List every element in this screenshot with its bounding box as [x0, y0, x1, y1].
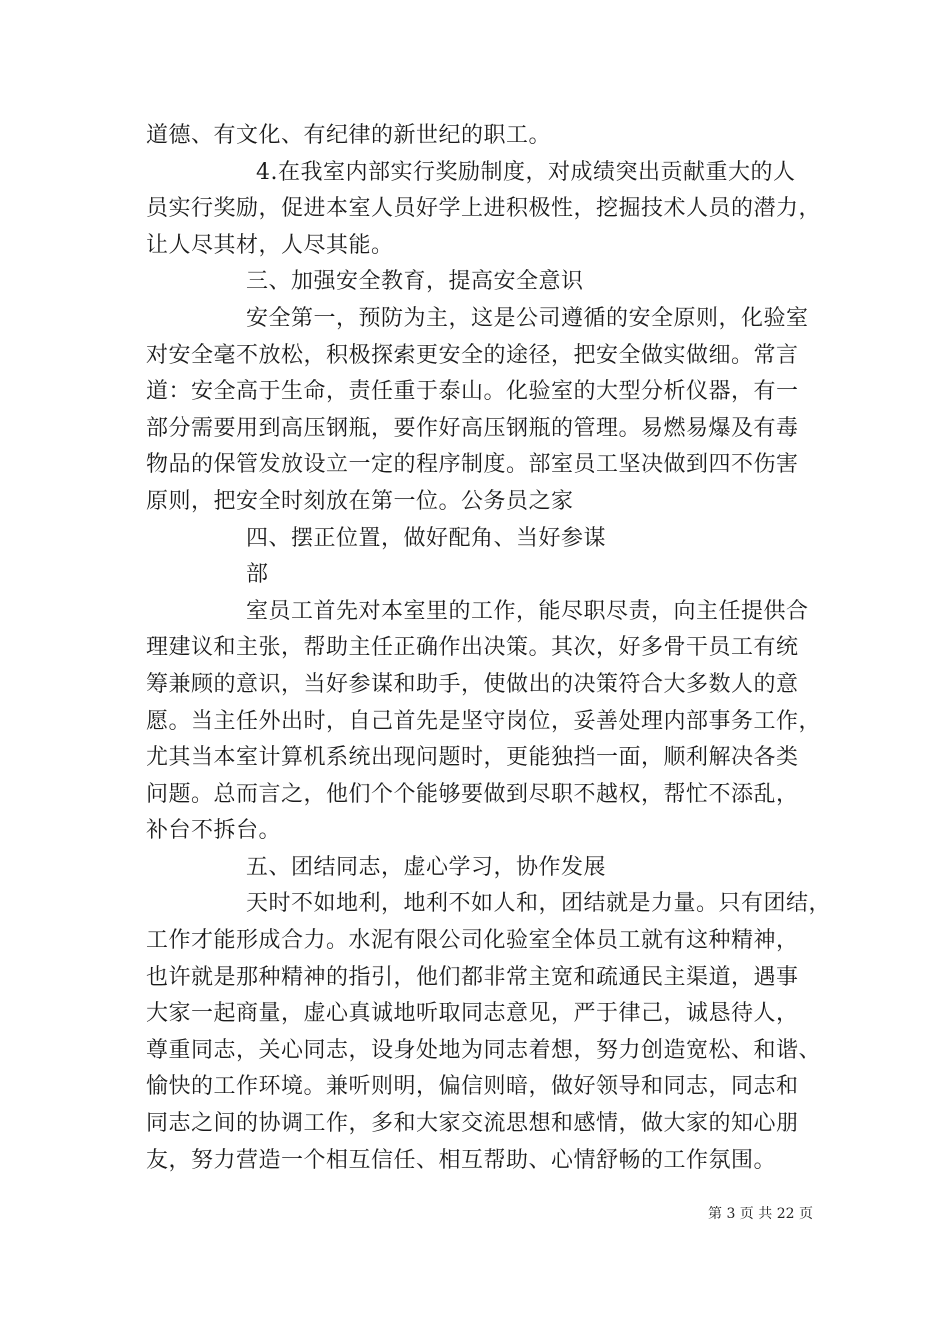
- text-line: 室员工首先对本室里的工作，能尽职尽责，向主任提供合: [246, 598, 809, 624]
- text-line: 天时不如地利，地利不如人和，团结就是力量。只有团结，: [246, 891, 832, 917]
- text-line: 补台不拆台。: [146, 818, 282, 844]
- text-line: 让人尽其材，人尽其能。: [146, 232, 394, 258]
- document-body: [146, 118, 832, 1179]
- text-line: 理建议和主张，帮助主任正确作出决策。其次，好多骨干员工有统: [146, 635, 799, 661]
- text-line: 四、摆正位置，做好配角、当好参谋: [246, 525, 607, 551]
- text-line: 部: [246, 562, 269, 588]
- text-line: 同志之间的协调工作，多和大家交流思想和感情，做大家的知心朋: [146, 1111, 799, 1137]
- text-line: 员实行奖励，促进本室人员好学上进积极性，挖掘技术人员的潜力，: [146, 196, 822, 222]
- text-line: 筹兼顾的意识，当好参谋和助手，使做出的决策符合大多数人的意: [146, 671, 799, 697]
- text-line: 尊重同志，关心同志，设身处地为同志着想，努力创造宽松、和谐、: [146, 1037, 822, 1063]
- text-line: 道德、有文化、有纪律的新世纪的职工。: [146, 123, 552, 148]
- text-line: 五、团结同志，虚心学习，协作发展: [246, 854, 607, 880]
- text-line: 问题。总而言之，他们个个能够要做到尽职不越权，帮忙不添乱，: [146, 781, 799, 807]
- text-line: 对安全毫不放松，积极探索更安全的途径，把安全做实做细。常言: [146, 342, 799, 368]
- text-line: 大家一起商量，虚心真诚地听取同志意见，严于律己，诚恳待人，: [146, 1001, 799, 1027]
- text-line: 友，努力营造一个相互信任、相互帮助、心情舒畅的工作氛围。: [146, 1147, 777, 1173]
- text-line: 物品的保管发放设立一定的程序制度。部室员工坚决做到四不伤害: [146, 452, 799, 478]
- text-line: 三、加强安全教育，提高安全意识: [246, 269, 584, 295]
- text-line: 也许就是那种精神的指引，他们都非常主宽和疏通民主渠道，遇事: [146, 964, 799, 990]
- text-line: 愉快的工作环境。兼听则明，偏信则暗，做好领导和同志，同志和: [146, 1074, 799, 1100]
- text-line: 愿。当主任外出时，自己首先是坚守岗位，妥善处理内部事务工作，: [146, 708, 822, 734]
- page-number: 第 3 页 共 22 页: [708, 1206, 813, 1222]
- text-line: 尤其当本室计算机系统出现问题时，更能独挡一面，顺利解决各类: [146, 745, 799, 771]
- text-line: 工作才能形成合力。水泥有限公司化验室全体员工就有这种精神，: [146, 928, 799, 954]
- text-line: 4.在我室内部实行奖励制度，对成绩突出贡献重大的人: [256, 159, 796, 185]
- text-line: 部分需要用到高压钢瓶，要作好高压钢瓶的管理。易燃易爆及有毒: [146, 415, 799, 441]
- text-line: 原则，把安全时刻放在第一位。公务员之家: [146, 488, 574, 514]
- text-line: 安全第一，预防为主，这是公司遵循的安全原则，化验室: [246, 305, 809, 331]
- text-line: 道：安全高于生命，责任重于泰山。化验室的大型分析仪器，有一: [146, 379, 799, 405]
